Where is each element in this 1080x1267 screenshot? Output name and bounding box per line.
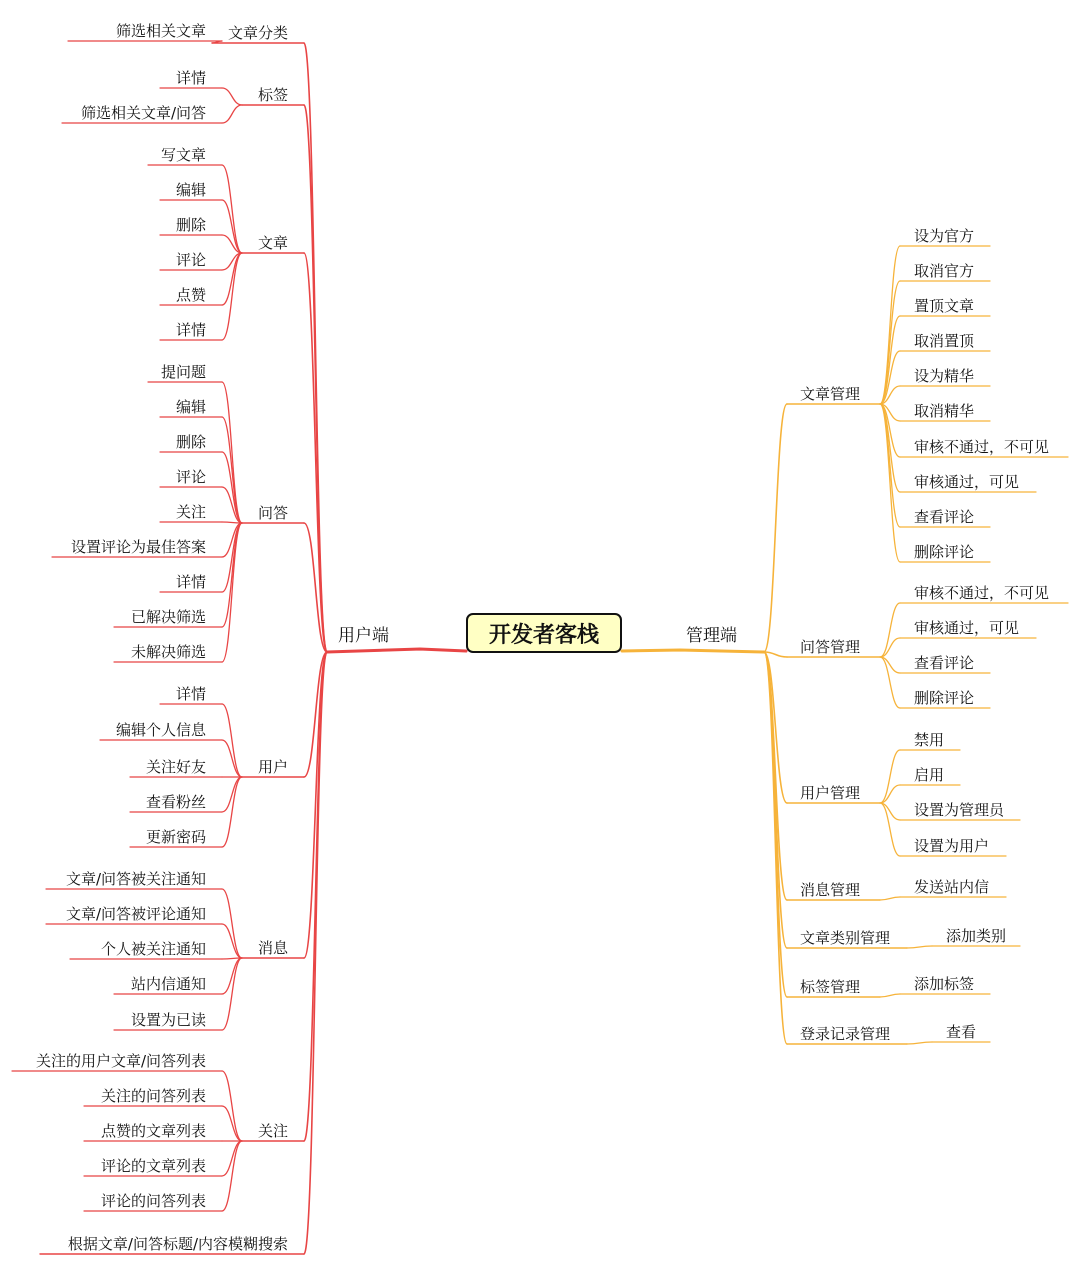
user-item-3-4[interactable]: 关注 bbox=[175, 503, 206, 521]
admin-item-0-3[interactable]: 取消置顶 bbox=[914, 332, 975, 350]
user-group-2[interactable]: 文章 bbox=[257, 234, 288, 252]
user-item-3-1[interactable]: 编辑 bbox=[175, 398, 206, 416]
user-item-4-0[interactable]: 详情 bbox=[175, 685, 206, 703]
admin-item-2-0[interactable]: 禁用 bbox=[914, 731, 945, 749]
link-user-child-6-3 bbox=[222, 1141, 242, 1176]
link-user-child-2-5 bbox=[222, 253, 242, 340]
link-user-child-3-8 bbox=[222, 523, 242, 662]
admin-group-0[interactable]: 文章管理 bbox=[800, 385, 861, 403]
root-node[interactable]: 开发者客栈 bbox=[466, 613, 622, 653]
user-item-1-1[interactable]: 筛选相关文章/问答 bbox=[80, 104, 206, 122]
user-item-6-2[interactable]: 点赞的文章列表 bbox=[100, 1122, 206, 1140]
user-item-3-7[interactable]: 已解决筛选 bbox=[130, 608, 206, 626]
user-item-3-2[interactable]: 删除 bbox=[175, 433, 206, 451]
admin-group-3[interactable]: 消息管理 bbox=[800, 881, 861, 899]
user-group-4[interactable]: 用户 bbox=[257, 758, 288, 776]
link-admin-child-4-0 bbox=[907, 946, 932, 948]
admin-item-1-2[interactable]: 查看评论 bbox=[914, 654, 975, 672]
admin-group-5[interactable]: 标签管理 bbox=[800, 978, 861, 996]
link-admin-child-5-0 bbox=[880, 994, 900, 997]
admin-item-0-8[interactable]: 查看评论 bbox=[914, 508, 975, 526]
link-user-child-3-0 bbox=[222, 382, 242, 523]
link-user-child-4-4 bbox=[222, 777, 242, 847]
user-group-5[interactable]: 消息 bbox=[257, 939, 288, 957]
user-item-2-1[interactable]: 编辑 bbox=[175, 181, 206, 199]
user-group-3[interactable]: 问答 bbox=[257, 504, 288, 522]
user-item-4-3[interactable]: 查看粉丝 bbox=[145, 793, 206, 811]
link-user-child-6-0 bbox=[222, 1071, 242, 1141]
link-admin-group-4 bbox=[764, 652, 787, 948]
link-user-child-5-1 bbox=[222, 924, 242, 958]
user-item-2-3[interactable]: 评论 bbox=[175, 251, 206, 269]
link-admin-group-0 bbox=[764, 404, 787, 652]
link-user-child-4-3 bbox=[222, 777, 242, 812]
user-item-5-3[interactable]: 站内信通知 bbox=[130, 975, 206, 993]
admin-item-4-0[interactable]: 添加类别 bbox=[946, 927, 1007, 945]
user-item-4-4[interactable]: 更新密码 bbox=[145, 828, 206, 846]
admin-group-6[interactable]: 登录记录管理 bbox=[800, 1025, 891, 1043]
admin-group-2[interactable]: 用户管理 bbox=[800, 784, 861, 802]
admin-item-2-2[interactable]: 设置为管理员 bbox=[914, 801, 1005, 819]
user-item-2-4[interactable]: 点赞 bbox=[175, 286, 206, 304]
admin-item-0-0[interactable]: 设为官方 bbox=[914, 227, 975, 245]
link-user-child-5-0 bbox=[222, 889, 242, 958]
user-item-2-2[interactable]: 删除 bbox=[175, 216, 206, 234]
user-item-3-8[interactable]: 未解决筛选 bbox=[130, 643, 206, 661]
link-user-child-5-3 bbox=[222, 958, 242, 994]
admin-item-6-0[interactable]: 查看 bbox=[946, 1023, 977, 1041]
admin-item-0-4[interactable]: 设为精华 bbox=[914, 367, 975, 385]
branch-admin-label[interactable]: 管理端 bbox=[686, 626, 737, 646]
link-admin-child-0-8 bbox=[880, 404, 900, 527]
user-group-1[interactable]: 标签 bbox=[257, 86, 288, 104]
user-item-3-0[interactable]: 提问题 bbox=[160, 363, 206, 381]
admin-item-0-9[interactable]: 删除评论 bbox=[914, 543, 975, 561]
admin-item-2-1[interactable]: 启用 bbox=[914, 766, 945, 784]
user-item-6-4[interactable]: 评论的问答列表 bbox=[100, 1192, 206, 1210]
link-user-child-1-0 bbox=[222, 88, 242, 105]
link-user-child-2-0 bbox=[222, 165, 242, 253]
admin-group-1[interactable]: 问答管理 bbox=[800, 638, 861, 656]
link-root-admin bbox=[622, 650, 764, 652]
user-group-0[interactable]: 文章分类 bbox=[227, 24, 288, 42]
user-item-6-1[interactable]: 关注的问答列表 bbox=[100, 1087, 206, 1105]
link-admin-child-0-1 bbox=[880, 281, 900, 404]
link-admin-child-6-0 bbox=[907, 1042, 932, 1044]
user-group-6[interactable]: 关注 bbox=[257, 1122, 288, 1140]
user-item-4-1[interactable]: 编辑个人信息 bbox=[115, 721, 206, 739]
user-item-0-0[interactable]: 筛选相关文章 bbox=[115, 22, 206, 40]
user-item-4-2[interactable]: 关注好友 bbox=[145, 758, 206, 776]
user-item-3-5[interactable]: 设置评论为最佳答案 bbox=[70, 538, 206, 556]
user-item-6-3[interactable]: 评论的文章列表 bbox=[100, 1157, 206, 1175]
admin-item-2-3[interactable]: 设置为用户 bbox=[914, 837, 990, 855]
user-item-3-6[interactable]: 详情 bbox=[175, 573, 206, 591]
link-admin-child-1-0 bbox=[880, 603, 900, 657]
admin-item-0-1[interactable]: 取消官方 bbox=[914, 262, 975, 280]
link-admin-child-3-0 bbox=[880, 897, 900, 900]
admin-item-5-0[interactable]: 添加标签 bbox=[914, 975, 975, 993]
user-item-6-0[interactable]: 关注的用户文章/问答列表 bbox=[35, 1052, 206, 1070]
user-item-5-1[interactable]: 文章/问答被评论通知 bbox=[65, 905, 206, 923]
user-item-5-0[interactable]: 文章/问答被关注通知 bbox=[65, 870, 206, 888]
user-item-2-0[interactable]: 写文章 bbox=[160, 146, 206, 164]
admin-item-0-7[interactable]: 审核通过，可见 bbox=[914, 473, 1020, 491]
admin-item-3-0[interactable]: 发送站内信 bbox=[914, 878, 990, 896]
link-user-group-6 bbox=[304, 652, 327, 1141]
user-item-3-3[interactable]: 评论 bbox=[175, 468, 206, 486]
user-item-5-4[interactable]: 设置为已读 bbox=[130, 1011, 206, 1029]
user-item-2-5[interactable]: 详情 bbox=[175, 321, 206, 339]
link-user-child-5-4 bbox=[222, 958, 242, 1030]
link-user-child-6-4 bbox=[222, 1141, 242, 1211]
admin-item-1-1[interactable]: 审核通过，可见 bbox=[914, 619, 1020, 637]
admin-item-0-5[interactable]: 取消精华 bbox=[914, 402, 975, 420]
link-root-user bbox=[327, 649, 466, 652]
admin-group-4[interactable]: 文章类别管理 bbox=[800, 929, 891, 947]
branch-user-label[interactable]: 用户端 bbox=[338, 626, 389, 646]
user-item-1-0[interactable]: 详情 bbox=[175, 69, 206, 87]
user-group-7[interactable]: 根据文章/问答标题/内容模糊搜索 bbox=[67, 1235, 288, 1253]
admin-item-0-6[interactable]: 审核不通过，不可见 bbox=[914, 438, 1050, 456]
link-user-child-4-1 bbox=[222, 740, 242, 777]
admin-item-1-0[interactable]: 审核不通过，不可见 bbox=[914, 584, 1050, 602]
link-user-child-1-1 bbox=[222, 105, 242, 123]
link-user-group-1 bbox=[304, 105, 327, 652]
link-user-group-7 bbox=[304, 652, 327, 1254]
link-user-child-6-1 bbox=[222, 1106, 242, 1141]
admin-item-0-2[interactable]: 置顶文章 bbox=[914, 297, 975, 315]
admin-item-1-3[interactable]: 删除评论 bbox=[914, 689, 975, 707]
user-item-5-2[interactable]: 个人被关注通知 bbox=[100, 940, 206, 958]
